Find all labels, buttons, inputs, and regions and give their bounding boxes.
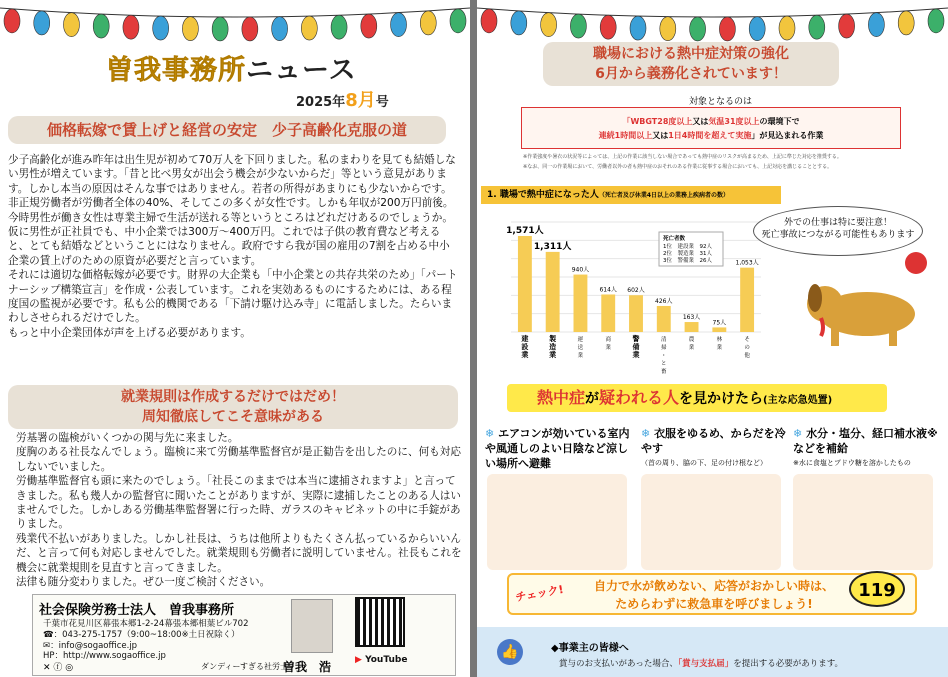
hydration-illustration <box>793 474 933 570</box>
chart-title: 1. 職場で熱中症になった人（死亡者及び休業4日以上の業務上疾病者の数） <box>481 186 781 204</box>
first-aid-step-2: ❄ 衣服をゆるめ、からだを冷やす （首の周り、脇の下、足の付け根など） <box>641 427 786 467</box>
article-paragraph: 非正規労働者が労働者全体の40%、そしてこの多くが女性です。しかも年収が200万円前後。今時男性が働き女性は専業主婦で生活が送れる等というところはどれだけあるのでしょうか。 <box>8 197 454 224</box>
lantern-icon <box>182 17 198 41</box>
lantern-garland-graphic <box>0 0 470 42</box>
lantern-icon <box>123 15 139 39</box>
data-label: 602人 <box>627 287 645 295</box>
lantern-icon <box>391 13 407 37</box>
category-label: 農業 <box>688 337 695 351</box>
lantern-icon <box>301 16 317 40</box>
legend-entry: 2位 製造業 31人 <box>663 251 712 257</box>
qr-code[interactable] <box>355 597 405 647</box>
data-label: 940人 <box>571 266 590 274</box>
article-rules <box>16 431 462 589</box>
bar-その他 <box>740 268 754 332</box>
lantern-icon <box>511 11 527 35</box>
lantern-icon <box>809 15 825 39</box>
category-label: 建設業 <box>521 335 529 359</box>
lantern-icon <box>361 14 377 38</box>
check-label: チェック! <box>514 582 565 605</box>
lantern-icon <box>93 14 109 38</box>
lantern-icon <box>212 17 228 41</box>
banner-line: 周知徹底してこそ意味がある <box>142 409 324 425</box>
article-price <box>8 153 458 340</box>
article-paragraph: 労働基準監督官も頭に来たのでしょう。「社長このままでは本当に逮捕されますよ」と言ってきました。私も幾人かの監督官に聞いたことがありますが、実際に逮捕したことのある人はいませんでした。しかしある労働基準監督署に行った時、ガラスのキャビネットの中に手錠がありました。 <box>16 475 461 531</box>
bar-清掃・と畜 <box>657 306 671 332</box>
data-label: 1,571人 <box>506 225 544 236</box>
newsletter-right-page <box>477 0 948 677</box>
legend-entry: 1位 建設業 92人 <box>663 244 712 250</box>
data-label: 75人 <box>712 319 727 327</box>
bar-運送業 <box>574 275 588 332</box>
category-label: 清掃・と畜 <box>661 337 667 375</box>
article-paragraph: 残業代不払いがありました。しかし社長は、うちは他所よりもたくさん払っているからいいんだ、と言って何も対応しませんでした。就業規則も労働者に説明していません。社長もこれを機会に就業規則を見直すと言ってきました。 <box>16 532 462 574</box>
data-label: 1,053人 <box>735 259 759 267</box>
office-website[interactable]: HP：http://www.sogaoffice.jp <box>43 651 166 661</box>
portrait-photo <box>291 599 333 653</box>
employer-notice <box>477 627 948 677</box>
office-tel: ☎：043-275-1757（9:00~18:00※土日祝除く） <box>43 630 240 640</box>
snowflake-icon: ❄ <box>793 427 803 440</box>
office-contact-card <box>32 594 456 676</box>
legend-title: 死亡者数 <box>663 236 686 242</box>
bar-警備業 <box>629 295 643 332</box>
article-paragraph: もっと中小企業団体が声を上げる必要があります。 <box>8 326 251 339</box>
article-paragraph: 少子高齢化が進み昨年は出生児が初めて70万人を下回りました。私のまわりを見ても結婚しない男性が増えています。「昔と比べ男女が出会う機会が少ないからだ」等という意見があります。しかし本当の原因はそんな事ではありません。若者の所得があまりにも少ないからです。 <box>8 154 456 195</box>
ambulance-number-badge: 119 <box>849 571 905 607</box>
issue-label: 2025年8月号 <box>296 90 389 111</box>
section-banner-price: 価格転嫁で賃上げと経営の安定 少子高齢化克服の道 <box>8 116 446 144</box>
lantern-icon <box>331 15 347 39</box>
lantern-icon <box>450 9 466 33</box>
article-paragraph: 労基署の臨検がいくつかの関与先に来ました。 <box>16 432 239 444</box>
lantern-icon <box>630 16 646 40</box>
banner-line: 就業規則は作成するだけではだめ！ <box>121 389 345 405</box>
newsletter-left-page <box>0 0 470 677</box>
cooling-illustration <box>641 474 781 570</box>
notice-text: 賞与のお支払いがあった場合、「賞与支払届」を提出する必要があります。 <box>559 659 844 669</box>
bubble-line: 外での仕事は特に要注意！ <box>783 218 892 228</box>
lantern-icon <box>481 9 497 33</box>
first-aid-step-3: ❄ 水分・塩分、経口補水液※などを補給 ※水に食塩とブドウ糖を溶かしたもの <box>793 427 938 467</box>
snowflake-icon: ❄ <box>641 427 651 440</box>
bar-農業 <box>685 322 699 332</box>
category-label: その他 <box>744 337 750 359</box>
lantern-icon <box>4 9 20 33</box>
category-label: 林業 <box>716 337 723 351</box>
lantern-icon <box>660 17 676 41</box>
office-name: 社会保険労務士法人 曽我事務所 <box>39 603 235 618</box>
lantern-icon <box>839 14 855 38</box>
banner-line: 6月から義務化されています！ <box>595 66 787 82</box>
lantern-icon <box>690 17 706 41</box>
lantern-icon <box>898 11 914 35</box>
category-label: 製造業 <box>549 335 557 359</box>
lantern-garland <box>0 0 470 42</box>
data-label: 614人 <box>599 286 617 294</box>
lantern-icon <box>153 16 169 40</box>
shade-rest-illustration <box>487 474 627 570</box>
chart-plot <box>481 204 781 375</box>
article-paragraph: 仮に男性が正社員でも、中小企業では300万～400万円。これでは子供の教育費など考えると、とても結婚などということにはなりません。政府ですら我が国の雇用の7割を占める中小企業の賃上げのための原資が必要だと言っています。 <box>8 226 450 267</box>
bar-建設業 <box>518 236 532 332</box>
category-label: 運送業 <box>577 337 584 359</box>
category-label: 警備業 <box>632 335 640 359</box>
lantern-icon <box>420 11 436 35</box>
data-label: 163人 <box>682 314 701 322</box>
office-mail[interactable]: ✉：info@sogaoffice.jp <box>43 641 138 651</box>
lantern-icon <box>600 15 616 39</box>
lantern-icon <box>570 14 586 38</box>
section-banner-heatstroke <box>543 42 839 86</box>
warning-bubble <box>753 206 923 256</box>
office-address: 千葉市花見川区幕張本郷1-2-24幕張本郷相葉ビル702 <box>43 619 249 629</box>
first-aid-step-1: ❄ エアコンが効いている室内や風通しのよい日陰など涼しい場所へ避難 <box>485 427 630 470</box>
notice-heading: ◆事業主の皆様へ <box>551 643 629 654</box>
thumbs-up-icon: 👍 <box>497 639 523 665</box>
article-paragraph: 法律も随分変わりました。ぜひ一度ご検討ください。 <box>16 576 271 589</box>
lantern-icon <box>541 13 557 37</box>
bar-林業 <box>712 327 726 332</box>
lantern-garland-graphic <box>477 0 948 42</box>
newsletter-title: 曽我事務所ニュース <box>106 55 357 86</box>
lantern-icon <box>34 11 50 35</box>
slogan: ダンディーすぎる社労士 <box>201 662 289 671</box>
first-aid-heading: 熱中症が疑われる人を見かけたら(主な応急処置) <box>507 384 887 412</box>
category-label: 商業 <box>605 337 611 351</box>
youtube-link[interactable]: ▶ YouTube <box>355 655 408 665</box>
signature-name: 曽我 浩 <box>283 660 332 674</box>
lantern-icon <box>63 13 79 37</box>
youtube-icon: ▶ <box>355 655 362 665</box>
target-label: 対象となるのは <box>689 97 753 107</box>
footnote: ※作業強度や暑衣の状況等によっては、上記の作業に該当しない場合であっても熱中症のリスクが高まるため、上記に準じた対応を推奨する。 <box>523 154 842 160</box>
lantern-icon <box>719 17 735 41</box>
bar-商業 <box>601 294 615 332</box>
emergency-text: 自力で水が飲めない、応答がおかしい時は、 ためらわずに救急車を呼びましょう! <box>593 579 834 611</box>
section-banner-rules <box>8 385 458 429</box>
bar-製造業 <box>546 252 560 332</box>
snowflake-icon: ❄ <box>485 427 495 440</box>
social-icons[interactable]: ✕ ⓕ ◎ <box>43 663 74 673</box>
bubble-line: 死亡事故につながる可能性もあります <box>761 230 915 240</box>
legend-entry: 3位 警備業 26人 <box>663 258 712 264</box>
lantern-icon <box>868 13 884 37</box>
target-condition-box: 「WBGT28度以上又は気温31度以上の環境下で 連続1時間以上又は1日4時間を超えて実施」が見込まれる作業 <box>521 107 901 149</box>
lantern-icon <box>272 17 288 41</box>
lantern-icon <box>928 9 944 33</box>
data-label: 426人 <box>655 297 673 305</box>
article-paragraph: 度胸のある社長なんでしょう。臨検に来て労働基準監督官が是正勧告を出したのに、何も対応しないでいました。 <box>16 446 461 473</box>
lantern-icon <box>242 17 258 41</box>
footnote: ※なお、同一の作業場において、労働者以外の者も熱中症のおそれのある作業に従事する場合においても、上記対応を講じることとする。 <box>523 164 833 170</box>
heatstroke-chart <box>481 186 781 375</box>
lantern-icon <box>749 17 765 41</box>
lantern-icon <box>779 16 795 40</box>
article-paragraph: それには適切な価格転嫁が必要です。財界の大企業も「中小企業との共存共栄のため」「パートナーシップ構築宣言」を作成・公表しています。これを実効あるものにするためには、ある程度国の監視が必要です。私も公的機関である「下請け駆け込み寺」に電話しました。たらいまわしさせられるだけでした。 <box>8 269 458 325</box>
banner-line: 職場における熱中症対策の強化 <box>593 46 789 62</box>
hot-dog-illustration <box>797 262 937 352</box>
lantern-garland <box>477 0 948 42</box>
data-label: 1,311人 <box>533 241 572 252</box>
